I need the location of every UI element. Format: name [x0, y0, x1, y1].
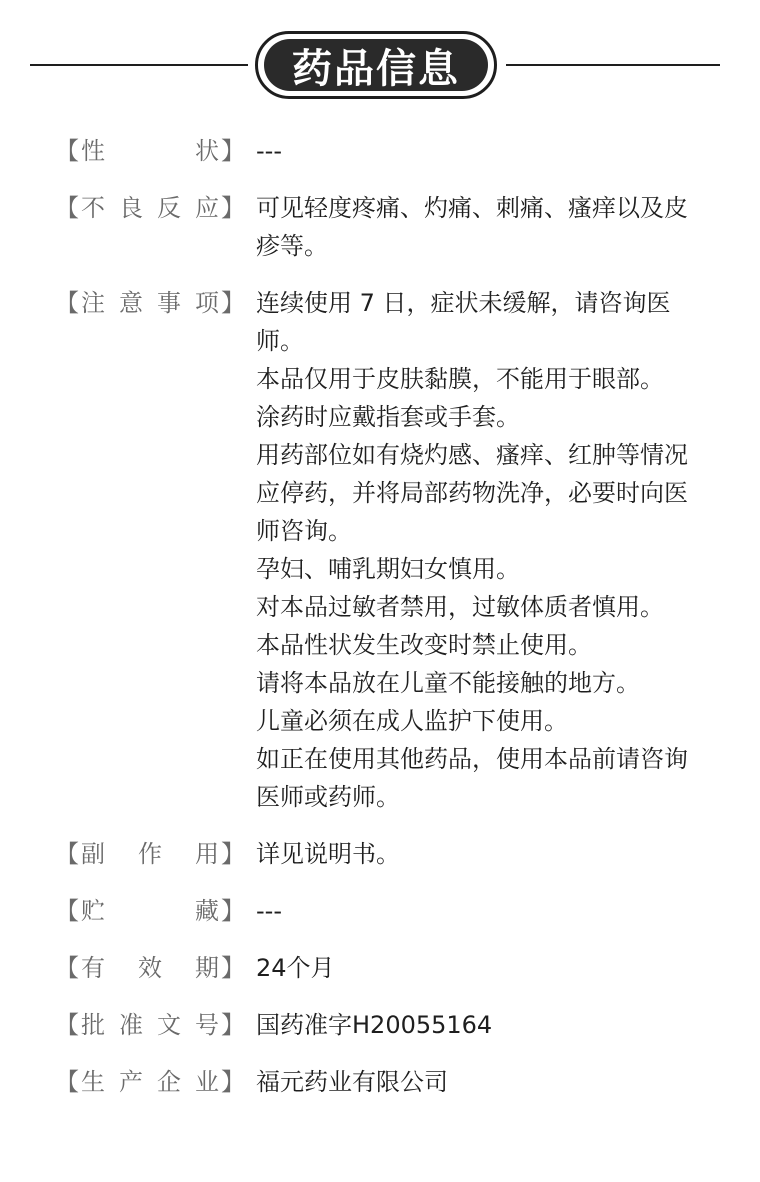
info-value [256, 132, 705, 170]
info-value-line: 福元药业有限公司 [256, 1068, 448, 1096]
info-value-line: 可见轻度疼痛、灼痛、刺痛、瘙痒以及皮疹等。 [256, 194, 688, 260]
info-label-text: 注意事项 [81, 289, 219, 317]
info-label-text: 批准文号 [81, 1011, 219, 1039]
info-row [55, 835, 705, 873]
info-label [55, 1006, 245, 1044]
bracket-close: 】 [221, 194, 245, 222]
info-label [55, 892, 245, 930]
bracket-close: 】 [221, 1011, 245, 1039]
info-label [55, 132, 245, 170]
title-badge-fill [264, 39, 488, 91]
info-row [55, 189, 705, 265]
info-value [256, 949, 705, 987]
bracket-close: 】 [221, 897, 245, 925]
info-value-line: 涂药时应戴指套或手套。 [256, 403, 520, 431]
info-value [256, 1063, 705, 1101]
info-label-text: 生产企业 [81, 1068, 219, 1096]
info-label [55, 949, 245, 987]
info-row [55, 892, 705, 930]
info-label-text: 副作用 [81, 840, 219, 868]
info-value-line: 如正在使用其他药品，使用本品前请咨询医师或药师。 [256, 745, 688, 811]
info-value [256, 189, 705, 265]
bracket-close: 】 [221, 840, 245, 868]
info-label-text: 贮藏 [81, 897, 219, 925]
bracket-close: 】 [221, 137, 245, 165]
info-label-text: 有效期 [81, 954, 219, 982]
bracket-open: 【 [55, 137, 79, 165]
bracket-open: 【 [55, 194, 79, 222]
bracket-open: 【 [55, 1068, 79, 1096]
info-value-line: 用药部位如有烧灼感、瘙痒、红肿等情况应停药，并将局部药物洗净，必要时向医师咨询。 [256, 441, 688, 545]
drug-info-list [55, 132, 705, 1120]
info-label-text: 不良反应 [81, 194, 219, 222]
section-header [0, 0, 760, 128]
bracket-close: 】 [221, 1068, 245, 1096]
bracket-close: 】 [221, 289, 245, 317]
info-value [256, 284, 705, 816]
header-divider-right [506, 64, 720, 66]
info-row [55, 949, 705, 987]
info-label [55, 284, 245, 322]
info-value-line: 对本品过敏者禁用，过敏体质者慎用。 [256, 593, 664, 621]
info-label-text: 性状 [81, 137, 219, 165]
info-label [55, 835, 245, 873]
info-value [256, 892, 705, 930]
title-badge [255, 31, 497, 99]
info-value-line: --- [256, 897, 282, 925]
bracket-open: 【 [55, 954, 79, 982]
info-row [55, 1063, 705, 1101]
info-value-line: 国药准字H20055164 [256, 1011, 493, 1039]
info-label [55, 1063, 245, 1101]
page-title: 药品信息 [292, 45, 460, 92]
info-value-line: 24个月 [256, 954, 335, 982]
info-value-line: 详见说明书。 [256, 840, 400, 868]
info-row [55, 132, 705, 170]
info-value-line: 孕妇、哺乳期妇女慎用。 [256, 555, 520, 583]
info-value [256, 835, 705, 873]
info-value-line: 本品仅用于皮肤黏膜，不能用于眼部。 [256, 365, 664, 393]
bracket-open: 【 [55, 289, 79, 317]
info-value-line: 本品性状发生改变时禁止使用。 [256, 631, 592, 659]
info-value-line: 儿童必须在成人监护下使用。 [256, 707, 568, 735]
bracket-open: 【 [55, 1011, 79, 1039]
bracket-open: 【 [55, 840, 79, 868]
info-label [55, 189, 245, 227]
info-value-line: --- [256, 137, 282, 165]
info-value-line: 请将本品放在儿童不能接触的地方。 [256, 669, 640, 697]
info-row [55, 1006, 705, 1044]
bracket-close: 】 [221, 954, 245, 982]
bracket-open: 【 [55, 897, 79, 925]
header-divider-left [30, 64, 248, 66]
info-row [55, 284, 705, 816]
info-value [256, 1006, 705, 1044]
info-value-line: 连续使用 7 日，症状未缓解，请咨询医师。 [256, 289, 671, 355]
